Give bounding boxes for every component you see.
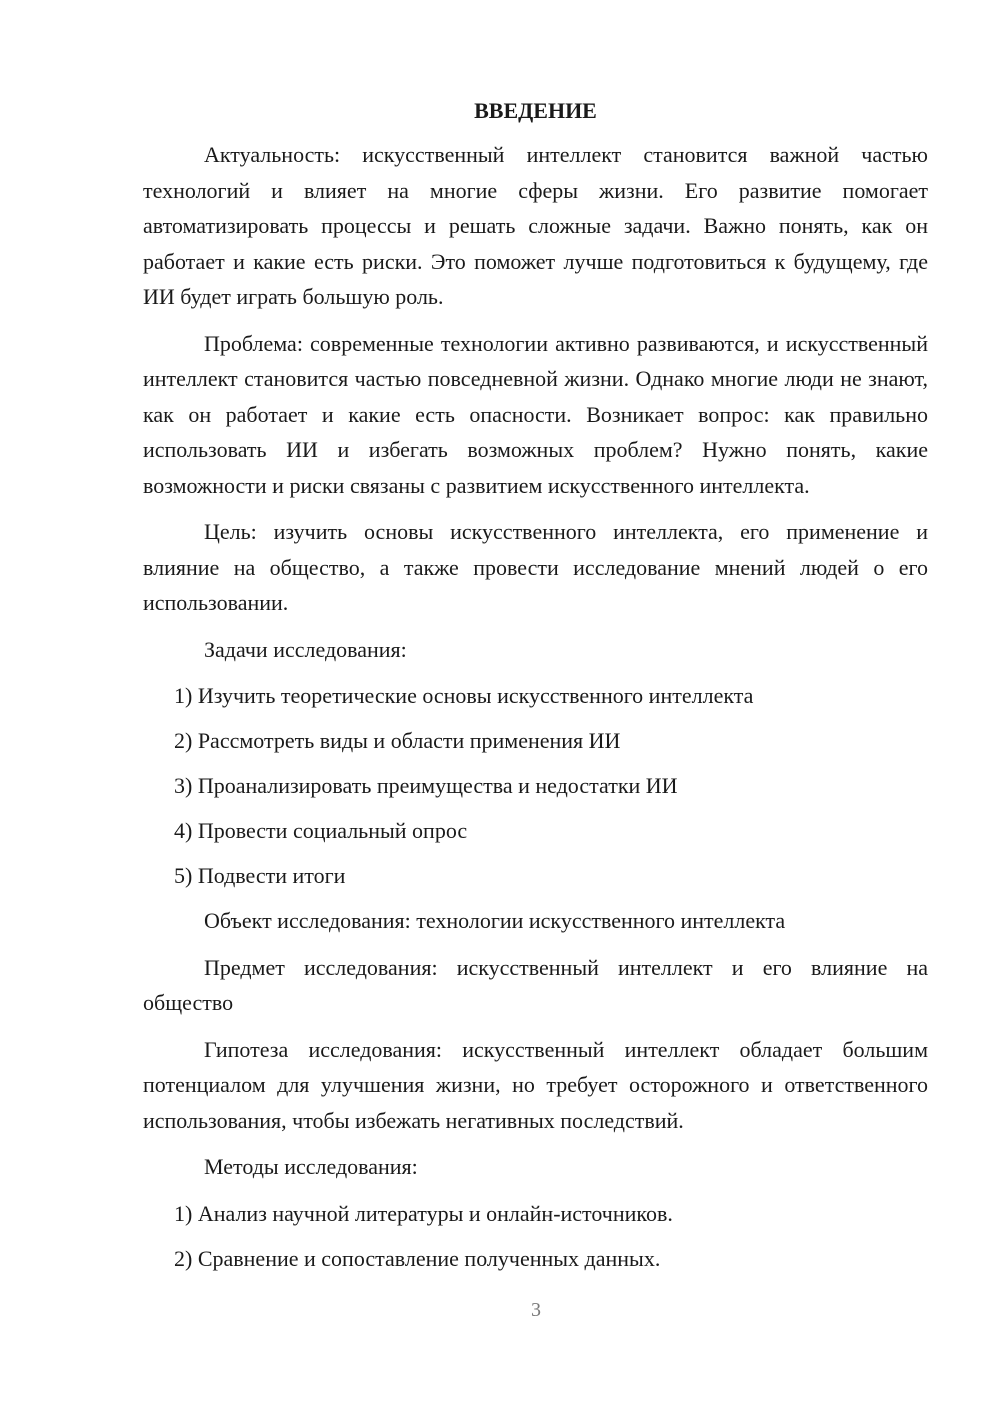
methods-heading: Методы исследования: xyxy=(204,1154,418,1180)
problem-paragraph: Проблема: современные технологии активно развиваются, и искусственный интеллект становится частью повседневной жизни. Однако многие люди не знают, как он работает и какие есть опасности. Возникает вопрос: как правильно использовать ИИ и избегать возможных проблем? Нужно понять, какие возможности и риски связаны с развитием искусственного интеллекта. xyxy=(143,330,928,498)
task-item: 1) Изучить теоретические основы искусственного интеллекта xyxy=(174,683,754,708)
page-content xyxy=(143,95,928,1286)
task-item: 3) Проанализировать преимущества и недостатки ИИ xyxy=(174,773,678,799)
page-number: 3 xyxy=(531,1299,541,1321)
tasks-heading: Задачи исследования: xyxy=(204,636,407,662)
hypothesis-paragraph: Гипотеза исследования: искусственный интеллект обладает большим потенциалом для улучшения жизни, но требует осторожного и ответственного использования, чтобы избежать негативных последствий. xyxy=(143,1036,928,1133)
task-item: 4) Провести социальный опрос xyxy=(174,818,468,844)
task-item: 5) Подвести итоги xyxy=(174,863,346,889)
task-item: 2) Рассмотреть виды и области применения ИИ xyxy=(174,728,621,754)
methods-list xyxy=(143,1196,928,1277)
section-title: ВВЕДЕНИЕ xyxy=(474,98,597,123)
tasks-list xyxy=(143,678,928,894)
subject-paragraph: Предмет исследования: искусственный интеллект и его влияние на общество xyxy=(143,954,928,1016)
method-item: 1) Анализ научной литературы и онлайн-источников. xyxy=(174,1200,673,1226)
method-item: 2) Сравнение и сопоставление полученных данных. xyxy=(174,1246,661,1272)
goal-paragraph: Цель: изучить основы искусственного интеллекта, его применение и влияние на общество, а также провести исследование мнений людей о его использовании. xyxy=(143,519,928,615)
object-paragraph: Объект исследования: технологии искусственного интеллекта xyxy=(204,908,786,934)
relevance-paragraph: Актуальность: искусственный интеллект становится важной частью технологий и влияет на многие сферы жизни. Его развитие помогает автоматизировать процессы и решать сложные задачи. Важно понять, как он работает и какие есть риски. Это поможет лучше подготовиться к будущему, где ИИ будет играть большую роль. xyxy=(143,142,928,309)
